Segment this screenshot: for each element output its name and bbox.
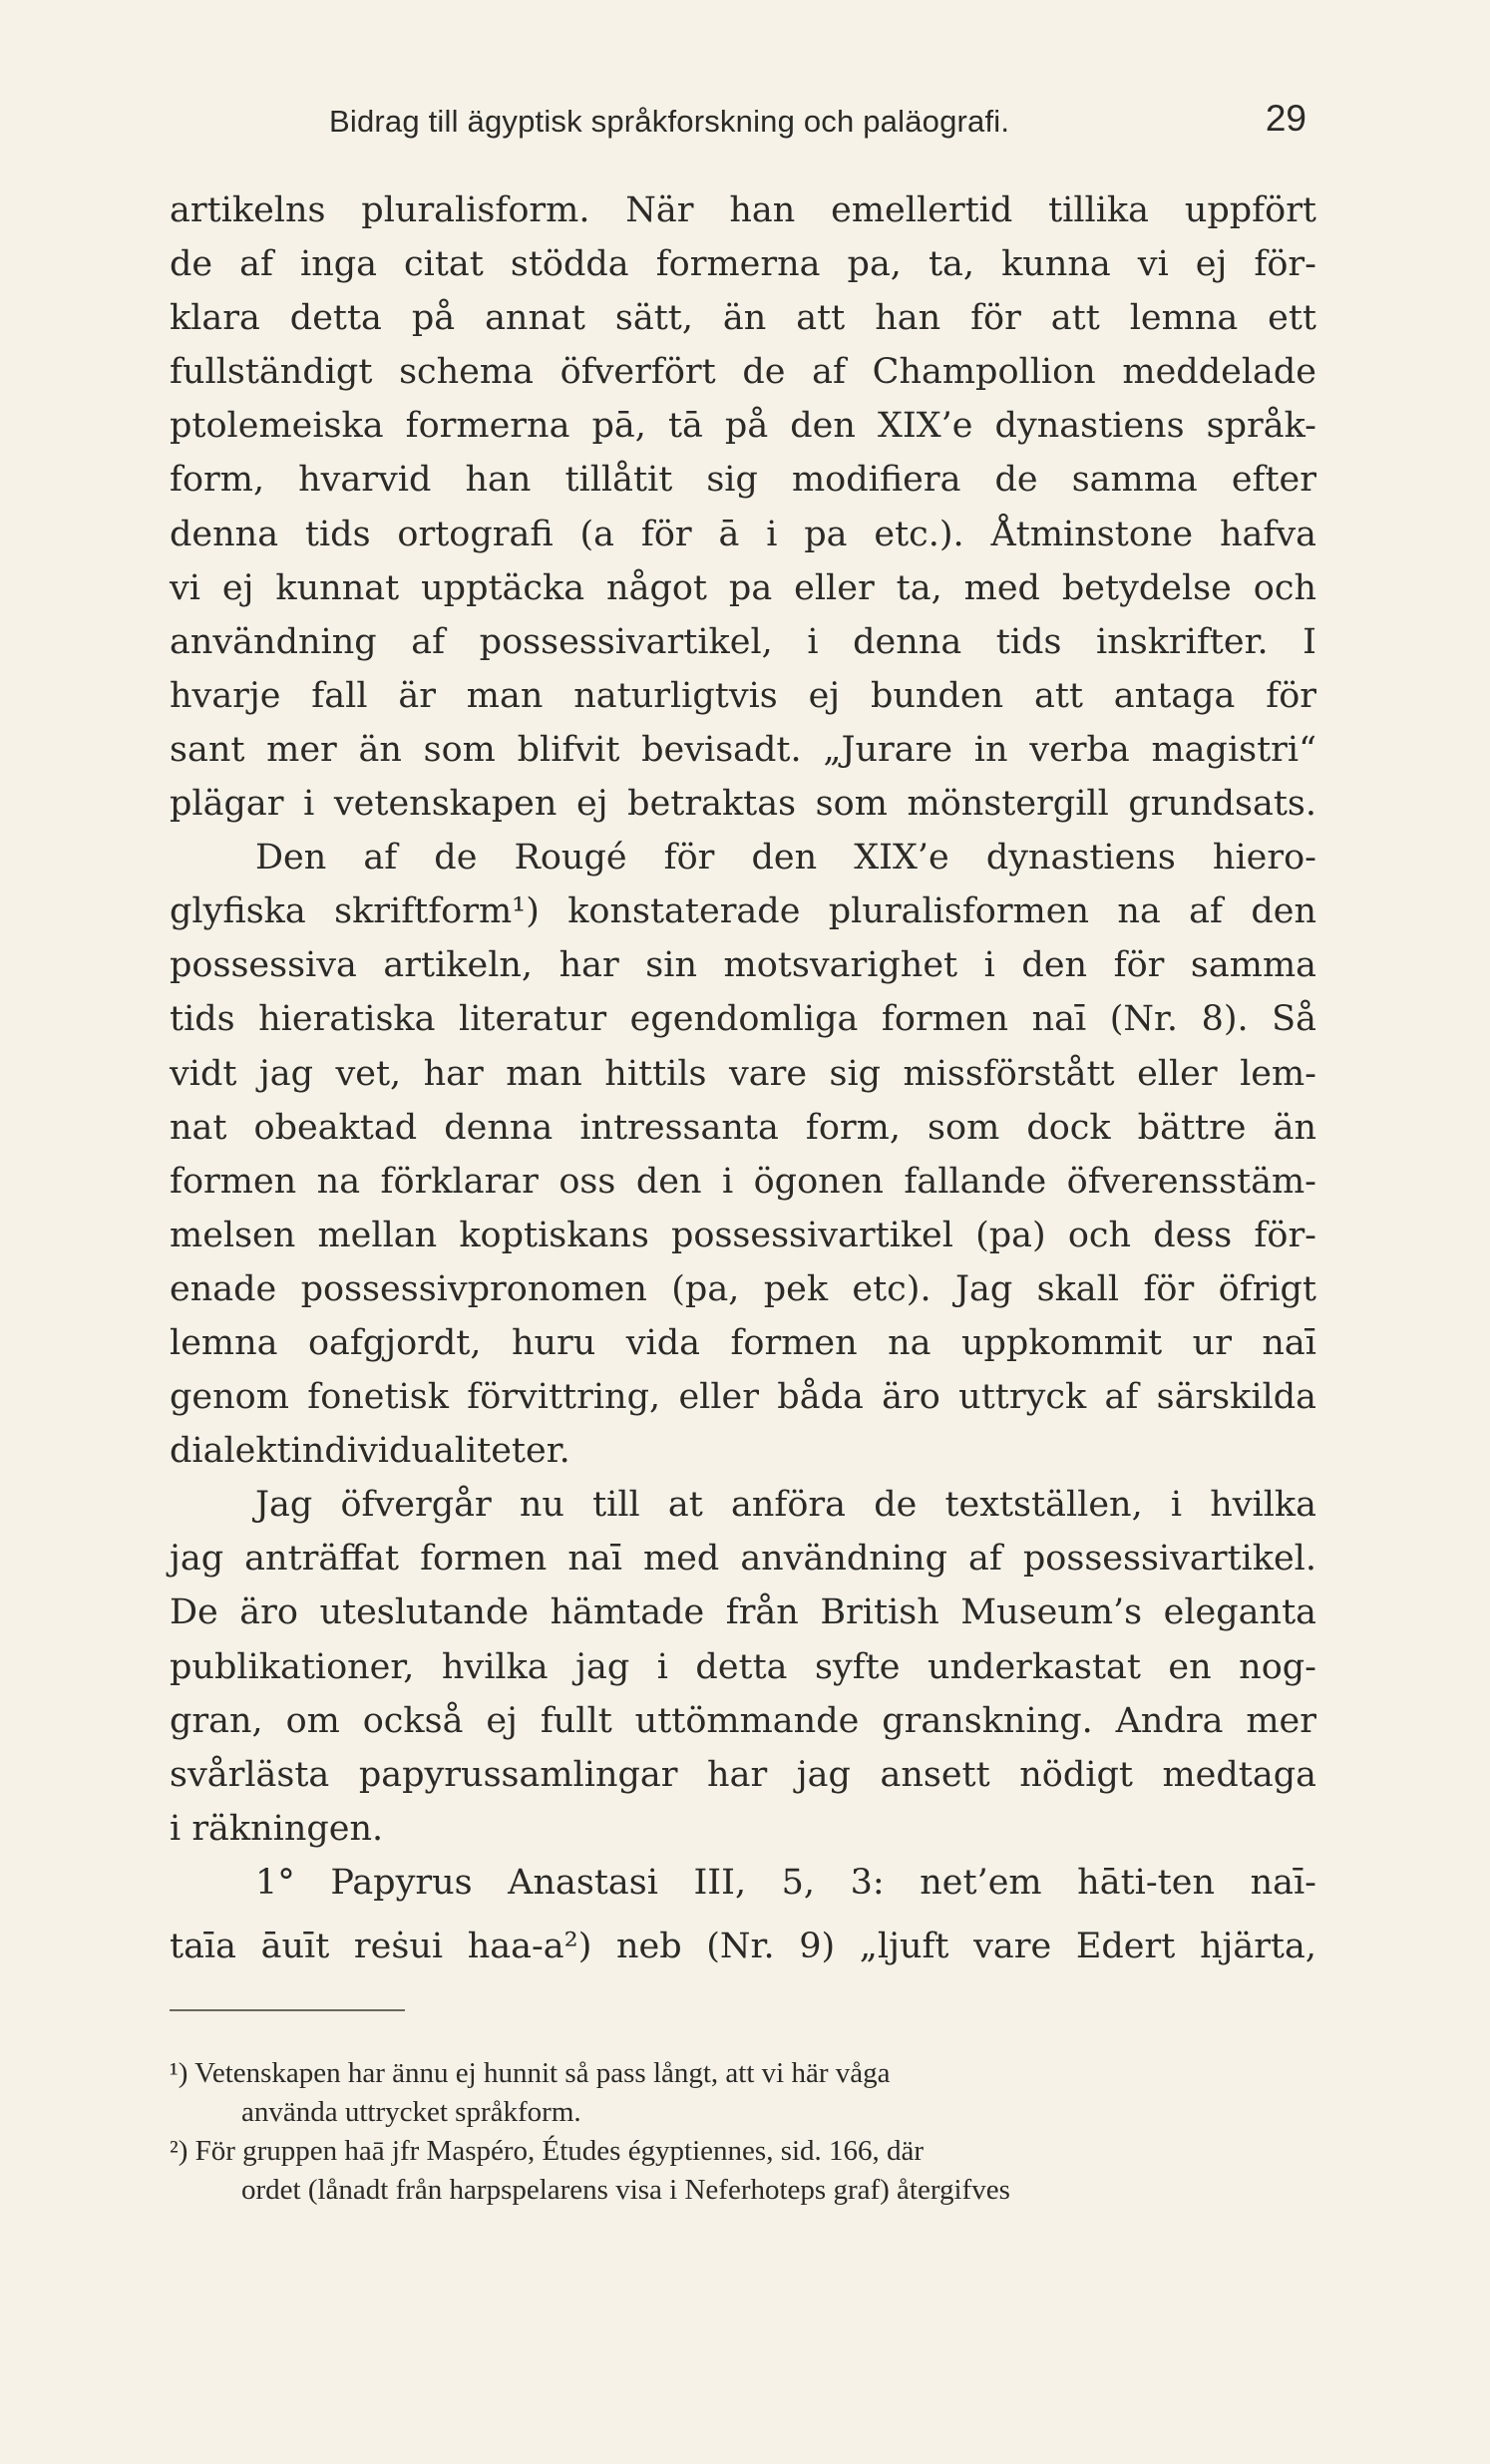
text-line: enade possessivpronomen (pa, pek etc). Jag skall för öfrigt <box>170 1268 1316 1309</box>
text-line: användning af possessivartikel, i denna tids inskrifter. I <box>170 621 1316 662</box>
footnote-2 <box>170 2132 1316 2171</box>
footnote-1 <box>170 2054 1316 2093</box>
text-line: de af inga citat stödda formerna pa, ta, kunna vi ej för- <box>170 244 1316 285</box>
text-line: formen na förklarar oss den i ögonen fallande öfverensstäm- <box>170 1161 1316 1202</box>
text-line: vi ej kunnat upptäcka något pa eller ta, med betydelse och <box>170 567 1316 608</box>
text-line: ptolemeiska formerna pā, tā på den XIX’e dynastiens språk- <box>170 406 1316 447</box>
text-line: fullständigt schema öfverfört de af Champollion meddelade <box>170 352 1316 393</box>
paragraph-start-line: Jag öfvergår nu till at anföra de textställen, i hvilka <box>255 1485 1316 1526</box>
footnotes <box>170 2054 1316 2210</box>
text-line: hvarje fall är man naturligtvis ej bunden att antaga för <box>170 675 1316 716</box>
text-line: svårlästa papyrussamlingar har jag ansett nödigt medtaga <box>170 1754 1316 1795</box>
footnote-text: För gruppen haā jfr Maspéro, Études égyptiennes, sid. 166, där <box>194 2135 925 2167</box>
text-line: vidt jag vet, har man hittils vare sig missförstått eller lem- <box>170 1053 1316 1094</box>
footnote-text: använda uttrycket språkform. <box>241 2096 581 2128</box>
paragraph-end-line: i räkningen. <box>170 1808 384 1849</box>
text-line: De äro uteslutande hämtade från British Museum’s eleganta <box>170 1592 1316 1633</box>
text-line: form, hvarvid han tillåtit sig modifiera de samma efter <box>170 460 1316 501</box>
text-line: nat obeaktad denna intressanta form, som dock bättre än <box>170 1107 1316 1148</box>
citation-line: taīa āuīt reṡui haa-a²) neb (Nr. 9) „ljuft vare Edert hjärta, <box>170 1927 1316 1966</box>
text-line: melsen mellan koptiskans possessivartikel (pa) och dess för- <box>170 1215 1316 1255</box>
text-line: glyfiska skriftform¹) konstaterade pluralisformen na af den <box>170 891 1316 932</box>
text-line: gran, om också ej fullt uttömmande granskning. Andra mer <box>170 1700 1316 1741</box>
paragraph-end-line: dialektindividualiteter. <box>170 1431 570 1472</box>
footnote-text: ordet (lånadt från harpspelarens visa i Neferhoteps graf) återgifves <box>241 2174 1010 2206</box>
text-line: plägar i vetenskapen ej betraktas som mönstergill grundsats. <box>170 784 1316 825</box>
text-line: tids hieratiska literatur egendomliga formen naī (Nr. 8). Så <box>170 999 1316 1040</box>
footnote-text: Vetenskapen har ännu ej hunnit så pass långt, att vi här våga <box>194 2057 891 2089</box>
text-line: sant mer än som blifvit bevisadt. „Jurare in verba magistri“ <box>170 729 1316 770</box>
page-header <box>329 96 1306 152</box>
running-title: Bidrag till ägyptisk språkforskning och paläografi. <box>329 104 1010 139</box>
paragraph-start-line: Den af de Rougé för den XIX’e dynastiens hiero- <box>255 838 1316 879</box>
footnote-marker: ¹) <box>170 2057 188 2089</box>
citation-line: 1° Papyrus Anastasi III, 5, 3: net’em hāti-ten naī- <box>255 1862 1316 1903</box>
text-line: lemna oafgjordt, huru vida formen na uppkommit ur naī <box>170 1322 1316 1363</box>
text-line: publikationer, hvilka jag i detta syfte underkastat en nog- <box>170 1646 1316 1687</box>
text-line: jag anträffat formen naī med användning af possessivartikel. <box>170 1539 1316 1580</box>
text-line: klara detta på annat sätt, än att han för att lemna ett <box>170 298 1316 339</box>
text-line: denna tids ortografi (a för ā i pa etc.). Åtminstone hafva <box>170 514 1316 554</box>
text-line: genom fonetisk förvittring, eller båda äro uttryck af särskilda <box>170 1377 1316 1418</box>
page-number: 29 <box>1265 98 1306 139</box>
footnote-marker: ²) <box>170 2135 188 2167</box>
footnote-rule <box>170 2009 405 2011</box>
text-line: possessiva artikeln, har sin motsvarighet i den för samma <box>170 945 1316 986</box>
body-text <box>170 183 1316 1973</box>
text-line: artikelns pluralisform. När han emellertid tillika uppfört <box>170 190 1316 230</box>
